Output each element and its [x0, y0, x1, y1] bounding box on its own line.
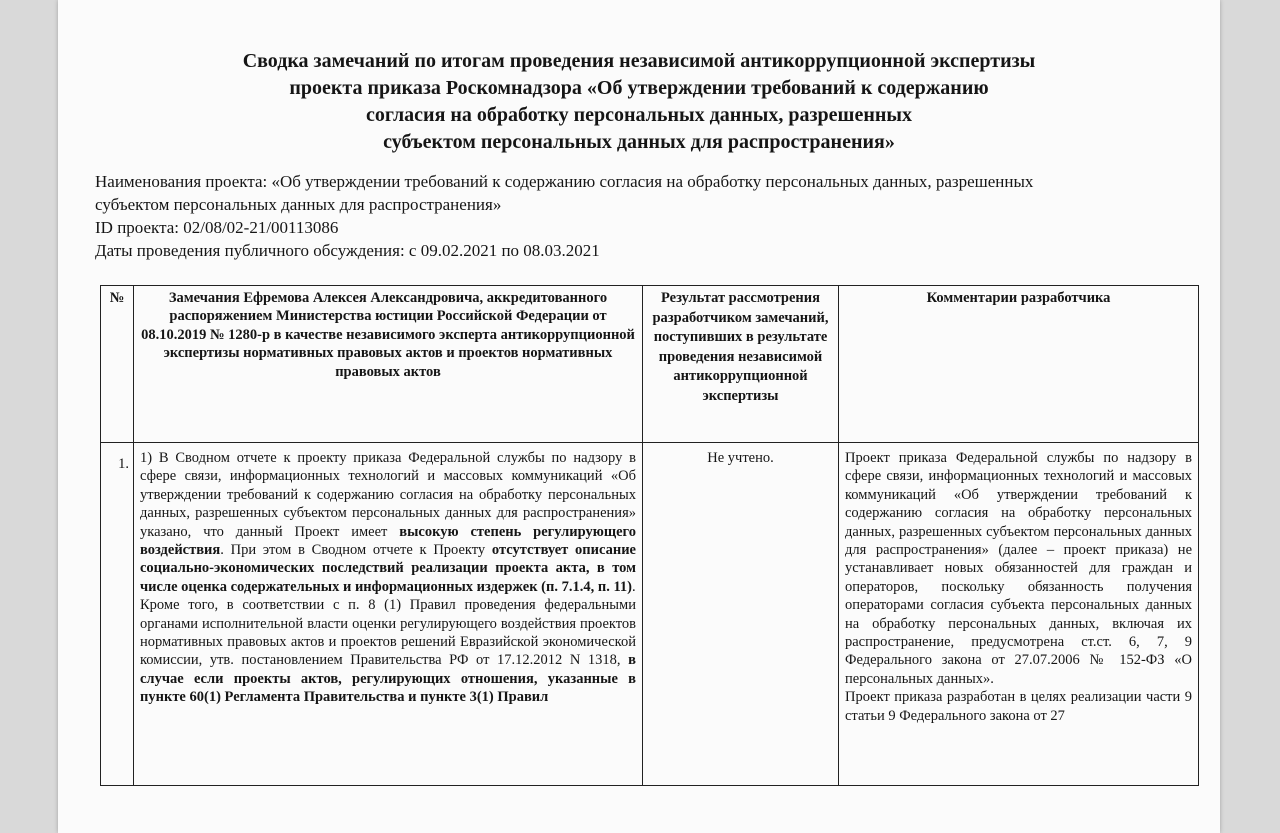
- remark-text-1a: 1) В Сводном отчете к проекту приказа Федеральной службы по надзору в сфере связи, информационных технологий и массовых коммуникаций «Об утверждении требований к содержанию согласия на обработку персональных данных, разрешенных субъектом персональных данных для распространения» указано, что данный Проект имеет: [140, 450, 636, 540]
- document-title: [58, 48, 1220, 156]
- project-id: ID проекта: 02/08/02-21/00113086: [95, 218, 339, 237]
- remarks-table: [100, 285, 1199, 786]
- discussion-dates: Даты проведения публичного обсуждения: с 09.02.2021 по 08.03.2021: [95, 241, 600, 260]
- title-line-3: согласия на обработку персональных данных, разрешенных: [366, 104, 912, 126]
- remark-bold-1d: отсутствует описание социально-экономических последствий реализации проекта акта, в том числе оценка содержательных и информационных издержек (п. 7.1.4, п. 11): [140, 542, 636, 595]
- header-result: Результат рассмотрения разработчиком замечаний, поступивших в результате проведения независимой антикоррупционной экспертизы: [643, 286, 839, 443]
- table-header-row: [101, 286, 1199, 443]
- row-number: 1.: [101, 443, 134, 786]
- comment-text: [845, 449, 1192, 781]
- project-name-line-2: субъектом персональных данных для распространения»: [95, 195, 502, 214]
- table-row: [101, 443, 1199, 786]
- header-comments: Комментарии разработчика: [839, 286, 1199, 443]
- remark-text-1c: . При этом в Сводном отчете к Проекту: [220, 542, 492, 559]
- header-num: №: [101, 286, 134, 443]
- comment-cell: [839, 443, 1199, 786]
- remark-paragraph-2: [140, 596, 636, 706]
- result-cell: Не учтено.: [643, 443, 839, 786]
- remark-text-2a: Кроме того, в соответствии с п. 8 (1) Правил проведения федеральными органами исполнительной власти оценки регулирующего воздействия проектов нормативных правовых актов и проектов решений Евразийской экономической комиссии, утв. постановлением Правительства РФ от 17.12.2012 N 1318,: [140, 597, 636, 669]
- document-page: [58, 0, 1220, 833]
- project-name-line-1: Наименования проекта: «Об утверждении требований к содержанию согласия на обработку персональных данных, разрешенных: [95, 172, 1034, 191]
- remark-paragraph-1: [140, 449, 636, 596]
- remark-text: [140, 449, 636, 781]
- title-line-1: Сводка замечаний по итогам проведения независимой антикоррупционной экспертизы: [242, 50, 1036, 72]
- remark-bold-1b: высокую степень регулирующего воздействия: [140, 523, 636, 559]
- header-remarks: Замечания Ефремова Алексея Александровича, аккредитованного распоряжением Министерства юстиции Российской Федерации от 08.10.2019 № 1280-р в качестве независимого эксперта антикоррупционной экспертизы нормативных правовых актов и проектов нормативных правовых актов: [134, 286, 643, 443]
- title-line-4: субъектом персональных данных для распространения»: [383, 131, 895, 153]
- remark-text-1e: .: [632, 578, 636, 595]
- remark-bold-2b: в случае если проекты актов, регулирующих отношения, указанные в пункте 60(1) Регламента Правительства и пункте 3(1) Правил: [140, 652, 636, 706]
- comment-paragraph-1: Проект приказа Федеральной службы по надзору в сфере связи, информационных технологий и массовых коммуникаций «Об утверждении требований к содержанию согласия на обработку персональных данных, разрешенных субъектом персональных данных для распространения» (далее – проект приказа) не устанавливает новых обязанностей для граждан и операторов, поскольку обязанность получения операторами согласия субъекта персональных данных на обработку персональных данных, включая их распространение, предусмотрена ст.ст. 6, 7, 9 Федерального закона от 27.07.2006 № 152-ФЗ «О персональных данных».: [845, 450, 1192, 687]
- title-line-2: проекта приказа Роскомнадзора «Об утверждении требований к содержанию: [289, 77, 989, 99]
- comment-paragraph-2: Проект приказа разработан в целях реализации части 9 статьи 9 Федерального закона от 27: [845, 689, 1192, 724]
- remark-cell: [134, 443, 643, 786]
- project-meta: [95, 170, 1195, 262]
